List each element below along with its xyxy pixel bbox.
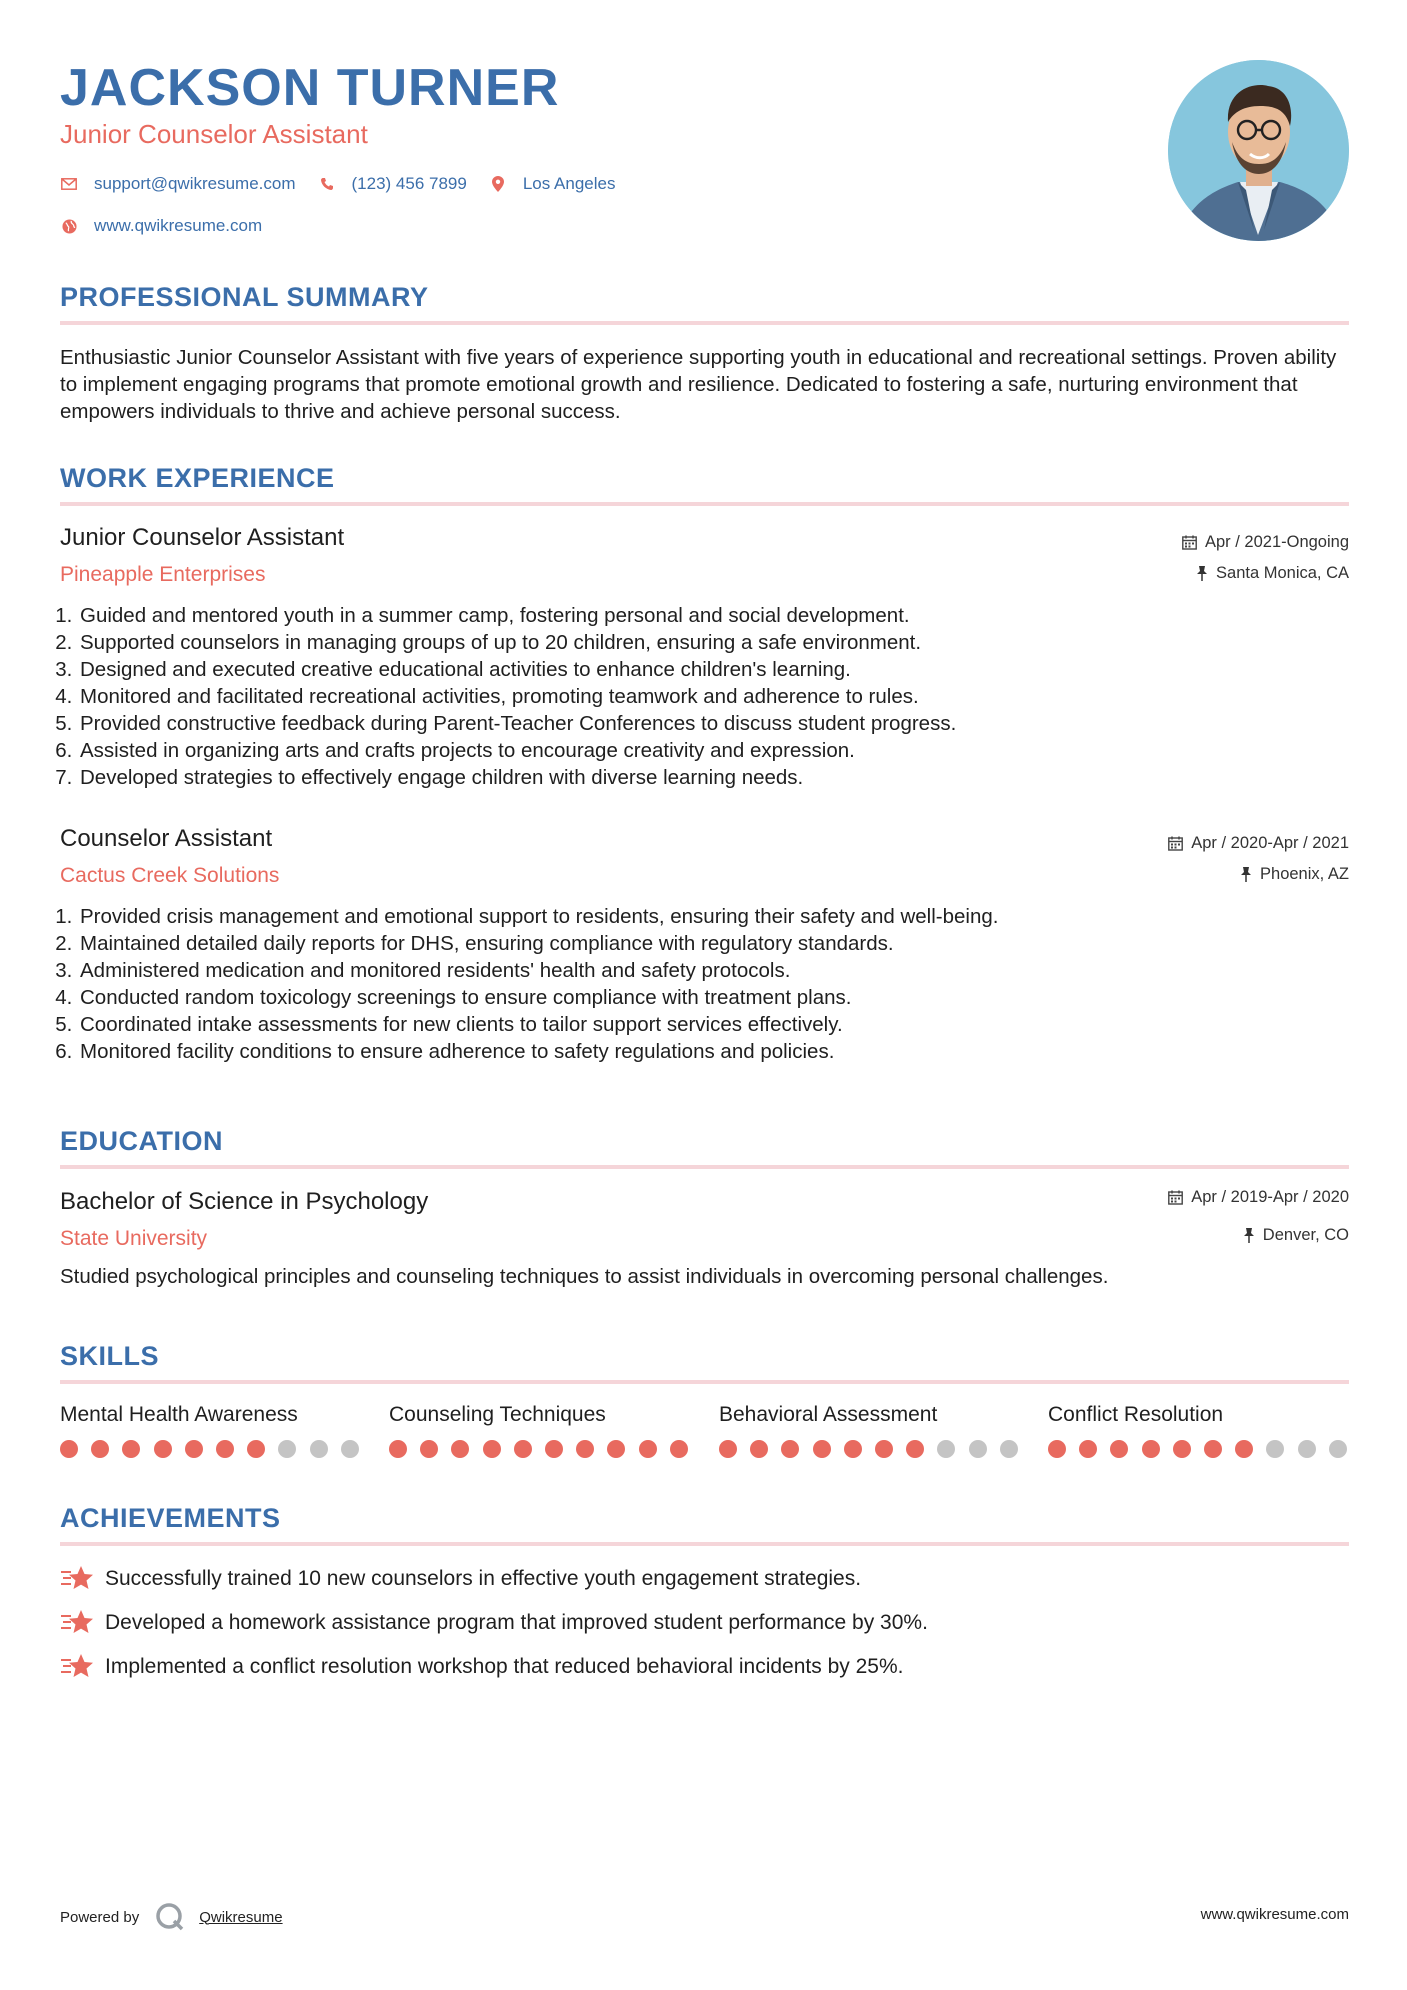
- skill-dot-filled: [1235, 1440, 1253, 1458]
- skill-dot-filled: [813, 1440, 831, 1458]
- skill-dot-filled: [216, 1440, 234, 1458]
- list-item: 1. Provided crisis management and emotional support to residents, ensuring their safety and well-being.: [78, 903, 998, 930]
- skill-dot-filled: [844, 1440, 862, 1458]
- skill-dot-filled: [483, 1440, 501, 1458]
- skill-dot-empty: [1266, 1440, 1284, 1458]
- skill-dot-empty: [1000, 1440, 1018, 1458]
- summary-divider: [60, 321, 1349, 325]
- job-location: [1196, 564, 1349, 583]
- skill-rating: [389, 1440, 701, 1458]
- skill-dot-filled: [781, 1440, 799, 1458]
- website-link[interactable]: www.qwikresume.com: [94, 216, 263, 235]
- skill-dot-filled: [91, 1440, 109, 1458]
- skill-dot-filled: [1204, 1440, 1222, 1458]
- skill-dot-empty: [969, 1440, 987, 1458]
- list-item: 6. Assisted in organizing arts and crafts projects to encourage creativity and expression.: [78, 737, 956, 764]
- degree-title: Bachelor of Science in Psychology: [60, 1188, 429, 1215]
- skill-dot-empty: [1329, 1440, 1347, 1458]
- candidate-role: Junior Counselor Assistant: [60, 119, 368, 149]
- skill-dot-empty: [1298, 1440, 1316, 1458]
- list-item: 6. Monitored facility conditions to ensure adherence to safety regulations and policies.: [78, 1038, 998, 1065]
- contact-row-2: [60, 216, 284, 236]
- list-item: 5. Provided constructive feedback during Parent-Teacher Conferences to discuss student progress.: [78, 710, 956, 737]
- education-dates-text: Apr / 2019-Apr / 2020: [1191, 1188, 1349, 1206]
- job-dates: [1182, 533, 1349, 552]
- pushpin-icon: [1196, 566, 1208, 581]
- skill-dot-filled: [719, 1440, 737, 1458]
- star-icon: [60, 1608, 94, 1638]
- skill-dot-filled: [1173, 1440, 1191, 1458]
- job-location: [1240, 865, 1349, 884]
- list-item: 4. Monitored and facilitated recreational activities, promoting teamwork and adherence to rules.: [78, 683, 956, 710]
- skill-rating: [1048, 1440, 1360, 1458]
- skill-dot-filled: [875, 1440, 893, 1458]
- education-location: [1243, 1226, 1349, 1245]
- school-name: State University: [60, 1227, 208, 1250]
- skill-dot-empty: [278, 1440, 296, 1458]
- skill-dot-empty: [310, 1440, 328, 1458]
- skill-dot-filled: [750, 1440, 768, 1458]
- achievement-text: Successfully trained 10 new counselors in effective youth engagement strategies.: [105, 1567, 862, 1590]
- skill-rating: [60, 1440, 372, 1458]
- skill-dot-filled: [639, 1440, 657, 1458]
- job-bullets: [52, 602, 956, 791]
- skill-dot-filled: [1110, 1440, 1128, 1458]
- summary-heading: PROFESSIONAL SUMMARY: [60, 282, 429, 312]
- skill-dot-filled: [607, 1440, 625, 1458]
- list-item: 2. Maintained detailed daily reports for DHS, ensuring compliance with regulatory standards.: [78, 930, 998, 957]
- skill-dot-filled: [576, 1440, 594, 1458]
- education-description: Studied psychological principles and counseling techniques to assist individuals in overcoming personal challenges.: [60, 1265, 1109, 1288]
- job-title: Counselor Assistant: [60, 825, 273, 852]
- job-dates: [1168, 834, 1349, 853]
- achievement-text: Implemented a conflict resolution workshop that reduced behavioral incidents by 25%.: [105, 1655, 904, 1678]
- experience-heading: WORK EXPERIENCE: [60, 463, 335, 493]
- achievement-item: [60, 1564, 861, 1594]
- powered-by-label: Powered by: [60, 1908, 140, 1926]
- skill-dot-empty: [341, 1440, 359, 1458]
- star-icon: [60, 1564, 94, 1594]
- candidate-name: JACKSON TURNER: [60, 59, 560, 117]
- job-dates-text: Apr / 2020-Apr / 2021: [1191, 834, 1349, 852]
- job-bullets: [52, 903, 998, 1065]
- skill-dot-filled: [906, 1440, 924, 1458]
- skill-dot-filled: [122, 1440, 140, 1458]
- achievements-heading: ACHIEVEMENTS: [60, 1503, 281, 1533]
- education-divider: [60, 1165, 1349, 1169]
- phone-number[interactable]: (123) 456 7899: [351, 174, 467, 193]
- summary-text: Enthusiastic Junior Counselor Assistant with five years of experience supporting youth in educational and recreational settings. Proven ability to implement engaging programs that promote emotional growth and resilience. Dedicated to fostering a safe, nurturing environment that empowers individuals to thrive and achieve personal success.: [60, 346, 1337, 423]
- skill-name: Behavioral Assessment: [719, 1403, 938, 1426]
- list-item: 2. Supported counselors in managing groups of up to 20 children, ensuring a safe environment.: [78, 629, 956, 656]
- qwikresume-logo-icon: [155, 1902, 185, 1932]
- skill-dot-filled: [451, 1440, 469, 1458]
- contact-row-1: [60, 174, 637, 194]
- list-item: 3. Administered medication and monitored residents' health and safety protocols.: [78, 957, 998, 984]
- job-dates-text: Apr / 2021-Ongoing: [1204, 533, 1349, 551]
- skill-dot-filled: [1048, 1440, 1066, 1458]
- skills-divider: [60, 1380, 1349, 1384]
- achievement-item: [60, 1608, 928, 1638]
- job-title: Junior Counselor Assistant: [60, 524, 345, 551]
- envelope-icon: [60, 175, 78, 193]
- skill-dot-filled: [1142, 1440, 1160, 1458]
- star-icon: [60, 1652, 94, 1682]
- skill-dot-filled: [514, 1440, 532, 1458]
- skills-heading: SKILLS: [60, 1341, 160, 1371]
- experience-divider: [60, 502, 1349, 506]
- calendar-icon: [1168, 836, 1183, 851]
- pushpin-icon: [1240, 867, 1252, 882]
- skill-dot-filled: [545, 1440, 563, 1458]
- company-name: Pineapple Enterprises: [60, 563, 266, 586]
- job-location-text: Santa Monica, CA: [1216, 564, 1349, 582]
- skill-name: Mental Health Awareness: [60, 1403, 298, 1426]
- brand-link[interactable]: Qwikresume: [199, 1908, 283, 1926]
- skill-name: Conflict Resolution: [1048, 1403, 1224, 1426]
- skill-dot-filled: [670, 1440, 688, 1458]
- footer-powered-by: [60, 1902, 283, 1932]
- skill-dot-filled: [420, 1440, 438, 1458]
- location-text: Los Angeles: [522, 174, 616, 193]
- skill-dot-filled: [247, 1440, 265, 1458]
- footer-site-link[interactable]: www.qwikresume.com: [1200, 1906, 1349, 1923]
- education-location-text: Denver, CO: [1262, 1226, 1349, 1244]
- calendar-icon: [1182, 535, 1197, 550]
- skill-name: Counseling Techniques: [389, 1403, 606, 1426]
- skill-dot-filled: [389, 1440, 407, 1458]
- pushpin-icon: [1243, 1228, 1255, 1243]
- skill-dot-filled: [185, 1440, 203, 1458]
- achievements-divider: [60, 1542, 1349, 1546]
- list-item: 7. Developed strategies to effectively engage children with diverse learning needs.: [78, 764, 956, 791]
- skill-dot-empty: [937, 1440, 955, 1458]
- job-location-text: Phoenix, AZ: [1260, 865, 1349, 883]
- skill-dot-filled: [154, 1440, 172, 1458]
- calendar-icon: [1168, 1190, 1183, 1205]
- education-dates: [1168, 1188, 1349, 1207]
- phone-icon: [318, 175, 336, 193]
- education-heading: EDUCATION: [60, 1126, 223, 1156]
- list-item: 5. Coordinated intake assessments for new clients to tailor support services effectively.: [78, 1011, 998, 1038]
- list-item: 4. Conducted random toxicology screenings to ensure compliance with treatment plans.: [78, 984, 998, 1011]
- email-link[interactable]: support@qwikresume.com: [94, 174, 296, 193]
- company-name: Cactus Creek Solutions: [60, 864, 280, 887]
- globe-icon: [60, 217, 78, 235]
- list-item: 3. Designed and executed creative educational activities to enhance children's learning.: [78, 656, 956, 683]
- skill-dot-filled: [60, 1440, 78, 1458]
- map-pin-icon: [489, 175, 507, 193]
- list-item: 1. Guided and mentored youth in a summer camp, fostering personal and social development.: [78, 602, 956, 629]
- profile-photo: [1168, 60, 1349, 241]
- skill-dot-filled: [1079, 1440, 1097, 1458]
- achievement-text: Developed a homework assistance program that improved student performance by 30%.: [105, 1611, 928, 1634]
- skill-rating: [719, 1440, 1031, 1458]
- achievement-item: [60, 1652, 903, 1682]
